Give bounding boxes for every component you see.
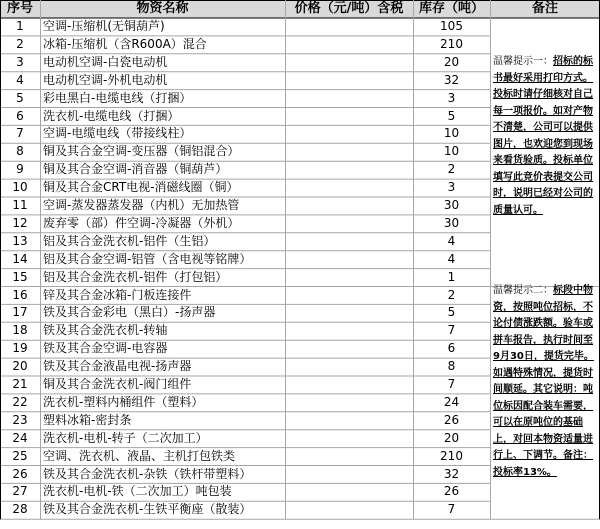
material-name[interactable]: 塑料冰箱-密封条 [43,412,132,427]
row-number[interactable]: 9 [16,162,24,177]
material-name[interactable]: 铜及其合金洗衣机-阀门组件 [43,377,192,391]
row-number[interactable]: 22 [12,394,28,409]
row-number[interactable]: 23 [12,412,28,427]
header-name[interactable]: 物资名称 [136,1,189,16]
stock-quantity[interactable]: 24 [443,394,460,409]
material-name[interactable]: 电动机空调-外机电动机 [43,72,168,87]
material-name[interactable]: 空调-蒸发器蒸发器（内机）无加热管 [43,198,240,212]
stock-quantity[interactable]: 105 [440,19,463,33]
row-number[interactable]: 11 [12,198,28,212]
row-number[interactable]: 15 [12,269,28,284]
material-name[interactable]: 铝及其合金洗衣机-铝件（打包铝） [43,269,228,284]
price-input-cell[interactable] [285,430,413,448]
material-name[interactable]: 铁及其合金洗衣机-生铁平衡座（散装） [43,502,252,517]
stock-quantity[interactable]: 4 [447,251,456,266]
price-input-cell[interactable] [285,125,413,143]
row-number[interactable]: 28 [12,502,28,517]
row-number[interactable]: 5 [16,90,24,105]
stock-quantity[interactable]: 7 [447,377,456,391]
price-input-cell[interactable] [285,376,413,394]
stock-quantity[interactable]: 2 [447,287,456,302]
price-input-cell[interactable] [285,215,413,233]
stock-quantity[interactable]: 20 [443,430,460,445]
row-number[interactable]: 12 [12,215,28,230]
price-input-cell[interactable] [285,161,413,179]
row-number[interactable]: 20 [12,359,28,374]
price-input-cell[interactable] [285,179,413,197]
material-name[interactable]: 铜及其合金空调-消音器（铜葫芦） [43,162,228,177]
material-name[interactable]: 锌及其合金冰箱-门板连接件 [43,287,192,302]
stock-quantity[interactable]: 26 [443,484,460,499]
material-name[interactable]: 铝及其合金洗衣机-铝件（生铝） [43,233,216,248]
stock-quantity[interactable]: 3 [447,90,456,105]
stock-quantity[interactable]: 7 [447,323,456,338]
row-number[interactable]: 6 [16,108,24,123]
row-number[interactable]: 27 [12,484,28,499]
header-remark[interactable]: 备注 [531,1,558,16]
price-input-cell[interactable] [285,197,413,215]
stock-quantity[interactable]: 5 [447,305,456,320]
note2-lead: 温馨提示二： [493,285,553,296]
note1-lead: 温馨提示一： [493,56,553,67]
price-input-cell[interactable] [285,448,413,466]
price-input-cell[interactable] [285,322,413,340]
material-name[interactable]: 洗衣机-塑料内桶组件（塑料） [43,394,204,409]
stock-quantity[interactable]: 1 [447,269,456,284]
stock-quantity[interactable]: 210 [440,36,463,51]
stock-quantity[interactable]: 30 [443,215,460,230]
stock-quantity[interactable]: 3 [447,180,456,195]
remark-note-1[interactable] [493,54,598,254]
row-number[interactable]: 17 [12,305,28,320]
price-input-cell[interactable] [285,412,413,430]
stock-quantity[interactable]: 210 [440,448,463,463]
row-number[interactable]: 7 [16,126,24,141]
stock-quantity[interactable]: 4 [447,233,456,248]
price-input-cell[interactable] [285,483,413,501]
row-number[interactable]: 16 [12,287,28,302]
price-input-cell[interactable] [285,251,413,269]
stock-quantity[interactable]: 2 [447,162,456,177]
row-number[interactable]: 14 [12,251,28,266]
price-input-cell[interactable] [285,340,413,358]
price-input-cell[interactable] [285,233,413,251]
price-input-cell[interactable] [285,54,413,72]
price-input-cell[interactable] [285,90,413,108]
material-name[interactable]: 铁及其合金洗衣机-转轴 [43,323,168,338]
material-name[interactable]: 铝及其合金空调-铝管（含电视等铭牌） [43,251,252,266]
material-name[interactable]: 洗衣机-电机-转子（二次加工） [43,430,208,445]
material-name[interactable]: 铜及其合金CRT电视-消磁线圈（铜） [43,180,239,195]
header-price[interactable]: 价格（元/吨）含税 [294,1,404,16]
stock-quantity[interactable]: 8 [447,359,456,374]
material-name[interactable]: 电动机空调-白瓷电动机 [43,54,168,69]
material-name[interactable]: 铁及其合金液晶电视-扬声器 [43,359,192,374]
row-number[interactable]: 21 [12,377,28,391]
price-input-cell[interactable] [285,108,413,126]
stock-quantity[interactable]: 30 [443,198,460,212]
row-number[interactable]: 8 [16,144,24,159]
material-name[interactable]: 废弃零（部）件空调-冷凝器（外机） [43,215,240,230]
row-number[interactable]: 19 [12,341,28,356]
header-no[interactable]: 序号 [6,1,33,16]
material-name[interactable]: 空调-电缆电线（带接线柱） [43,126,192,141]
row-number[interactable]: 10 [12,180,28,195]
row-number[interactable]: 2 [16,36,24,51]
stock-quantity[interactable]: 5 [447,108,456,123]
material-name[interactable]: 空调-压缩机(无铜葫芦) [43,19,165,33]
material-name[interactable]: 洗衣机-电机-铁（二次加工）吨包装 [43,484,232,499]
material-name[interactable]: 彩电黑白-电缆电线（打捆） [43,90,192,105]
material-name[interactable]: 铁及其合金洗衣机-杂铁（铁杆带塑料） [43,466,252,481]
price-input-cell[interactable] [285,72,413,90]
row-number[interactable]: 1 [16,19,24,33]
row-number[interactable]: 24 [12,430,28,445]
material-name[interactable]: 铁及其合金彩电（黑白）-扬声器 [43,305,216,320]
note2-body: 标段中物资，按照吨位招标，不论付债涨跌额。验车或拼车报告，执行时间至9月30日，提货完毕。如遇特殊情况，提货时间顺延。其它说明：吨位标因配合装车需要，可以在原吨位的基础上，对回本物资适量进行上、下调节。备注：投标率13%。 [493,285,594,478]
price-input-cell[interactable] [285,501,413,519]
header-stock[interactable]: 库存（吨） [418,1,484,16]
stock-quantity[interactable]: 10 [443,144,460,159]
price-input-cell[interactable] [285,304,413,322]
stock-quantity[interactable]: 32 [443,466,460,481]
material-name[interactable]: 铁及其合金空调-电容器 [43,341,168,356]
stock-quantity[interactable]: 32 [443,72,460,87]
row-number[interactable]: 25 [12,448,28,463]
stock-quantity[interactable]: 6 [447,341,456,356]
row-number[interactable]: 4 [16,72,24,87]
price-input-cell[interactable] [285,466,413,484]
stock-quantity[interactable]: 10 [443,126,460,141]
price-input-cell[interactable] [285,269,413,287]
price-input-cell[interactable] [285,143,413,161]
material-name[interactable]: 空调、洗衣机、液晶、主机打包铁类 [43,448,236,463]
row-number[interactable]: 26 [12,466,28,481]
note1-body: 招标的标书最好采用打印方式。投标时请仔细核对自己每一项报价。如对产物不清楚，公司可以提供图片，也欢迎您到现场来看货验质。投标单位填写此竞价表提交公司时，说明已经对公司的质量认可。 [493,56,593,216]
remark-note-2[interactable] [493,283,598,523]
stock-quantity[interactable]: 20 [443,54,460,69]
price-input-cell[interactable] [285,287,413,305]
row-number[interactable]: 18 [12,323,28,338]
stock-quantity[interactable]: 7 [447,502,456,517]
material-name[interactable]: 洗衣机-电缆电线（打捆） [43,108,180,123]
stock-quantity[interactable]: 26 [443,412,460,427]
price-input-cell[interactable] [285,358,413,376]
material-name[interactable]: 铜及其合金空调-变压器（铜铝混合） [43,144,240,159]
row-number[interactable]: 13 [12,233,28,248]
price-input-cell[interactable] [285,18,413,36]
price-input-cell[interactable] [285,394,413,412]
row-number[interactable]: 3 [16,54,24,69]
material-name[interactable]: 冰箱-压缩机（含R600A）混合 [43,36,207,51]
price-input-cell[interactable] [285,36,413,54]
